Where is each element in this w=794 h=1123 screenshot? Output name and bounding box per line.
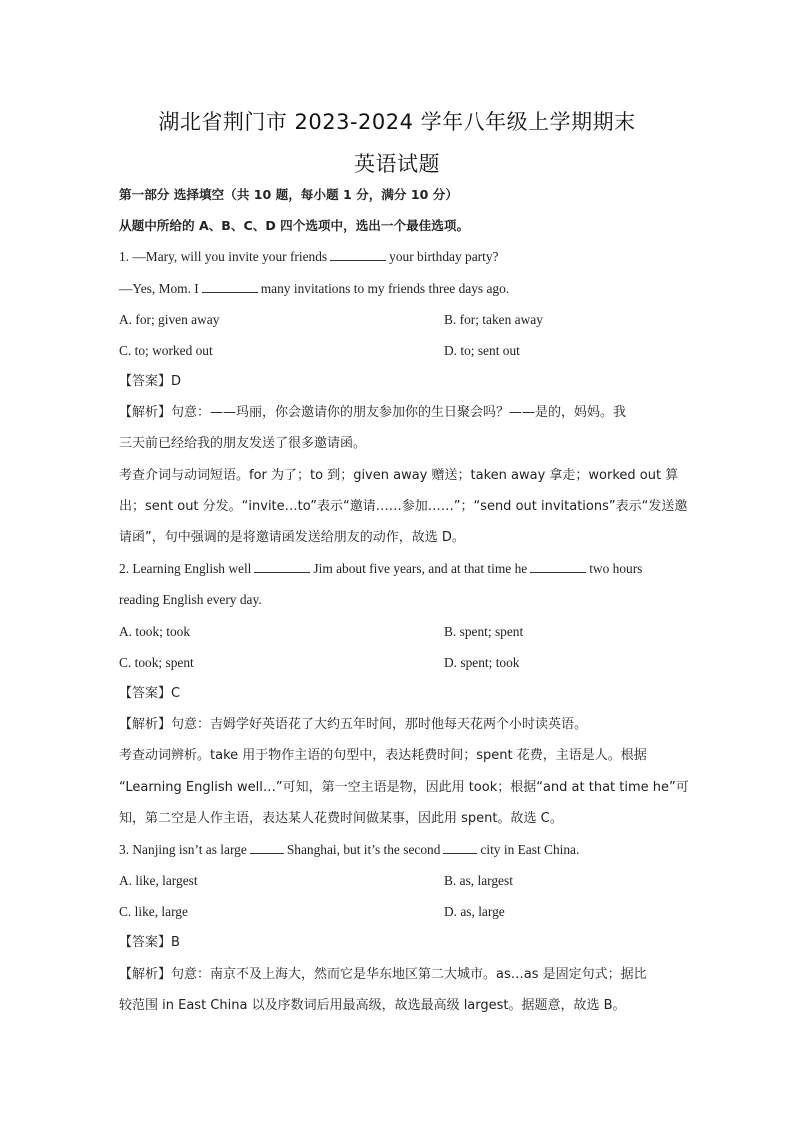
answer-label: 【答案】D [119, 374, 182, 389]
analysis-line: “Learning English well…”可知，第一空主语是物，因此用 took；根据“and at that time he”可 [119, 780, 689, 795]
question-text: two hours [589, 561, 643, 576]
analysis-line: 出；sent out 分发。“invite…to”表示“邀请……参加……”；“send out invitations”表示“发送邀 [119, 499, 688, 514]
question-text: many invitations to my friends three days ago. [260, 281, 510, 296]
option-a: A. for; given away [119, 312, 220, 327]
question-text: Jim about five years, and at that time he [313, 561, 528, 576]
answer-blank [202, 280, 258, 293]
question-text: Shanghai, but it’s the second [286, 842, 441, 857]
option-d: D. as, large [444, 904, 505, 919]
question-text: —Yes, Mom. I [119, 281, 199, 296]
question-2-line-1 [119, 560, 679, 578]
answer-label: 【答案】B [119, 935, 180, 950]
analysis-line: 【解析】句意：南京不及上海大，然而它是华东地区第二大城市。as…as 是固定句式；据比 [119, 967, 647, 982]
answer-blank [330, 248, 386, 261]
question-text: 2. Learning English well [119, 561, 252, 576]
question-text: your birthday party? [389, 249, 499, 264]
question-3-line-1 [119, 841, 679, 859]
answer-blank [443, 841, 477, 854]
option-a: A. like, largest [119, 873, 198, 888]
option-d: D. to; sent out [444, 343, 520, 358]
option-b: B. spent; spent [444, 624, 524, 639]
question-text: city in East China. [480, 842, 580, 857]
option-c: C. like, large [119, 904, 188, 919]
section-instruction: 从题中所给的 A、B、C、D 四个选项中，选出一个最佳选项。 [119, 218, 470, 233]
analysis-line: 考查介词与动词短语。for 为了；to 到；given away 赠送；taken away 拿走；worked out 算 [119, 468, 679, 483]
analysis-line: 请函”，句中强调的是将邀请函发送给朋友的动作，故选 D。 [119, 530, 465, 545]
option-b: B. for; taken away [444, 312, 543, 327]
option-a: A. took; took [119, 624, 191, 639]
analysis-line: 三天前已经给我的朋友发送了很多邀请函。 [119, 436, 367, 451]
answer-blank [530, 560, 586, 573]
answer-blank [250, 841, 284, 854]
option-d: D. spent; took [444, 655, 520, 670]
analysis-line: 知，第二空是人作主语，表达某人花费时间做某事，因此用 spent。故选 C。 [119, 811, 563, 826]
analysis-line: 较范围 in East China 以及序数词后用最高级，故选最高级 largest。据题意，故选 B。 [119, 998, 626, 1013]
analysis-line: 【解析】句意：——玛丽，你会邀请你的朋友参加你的生日聚会吗？——是的，妈妈。我 [119, 405, 627, 420]
exam-subtitle: 英语试题 [354, 152, 440, 176]
answer-blank [254, 560, 310, 573]
option-c: C. to; worked out [119, 343, 213, 358]
question-2-line-2: reading English every day. [119, 592, 262, 607]
question-1-line-2 [119, 280, 679, 298]
option-c: C. took; spent [119, 655, 194, 670]
option-b: B. as, largest [444, 873, 513, 888]
question-text: 1. —Mary, will you invite your friends [119, 249, 328, 264]
analysis-line: 考查动词辨析。take 用于物作主语的句型中，表达耗费时间；spent 花费，主语是人。根据 [119, 748, 647, 763]
question-text: 3. Nanjing isn’t as large [119, 842, 247, 857]
analysis-line: 【解析】句意：吉姆学好英语花了大约五年时间，那时他每天花两个小时读英语。 [119, 717, 588, 732]
question-1-line-1 [119, 248, 679, 266]
exam-title: 湖北省荆门市 2023-2024 学年八年级上学期期末 [158, 110, 636, 134]
section-heading: 第一部分 选择填空（共 10 题，每小题 1 分，满分 10 分） [119, 187, 458, 202]
answer-label: 【答案】C [119, 686, 181, 701]
